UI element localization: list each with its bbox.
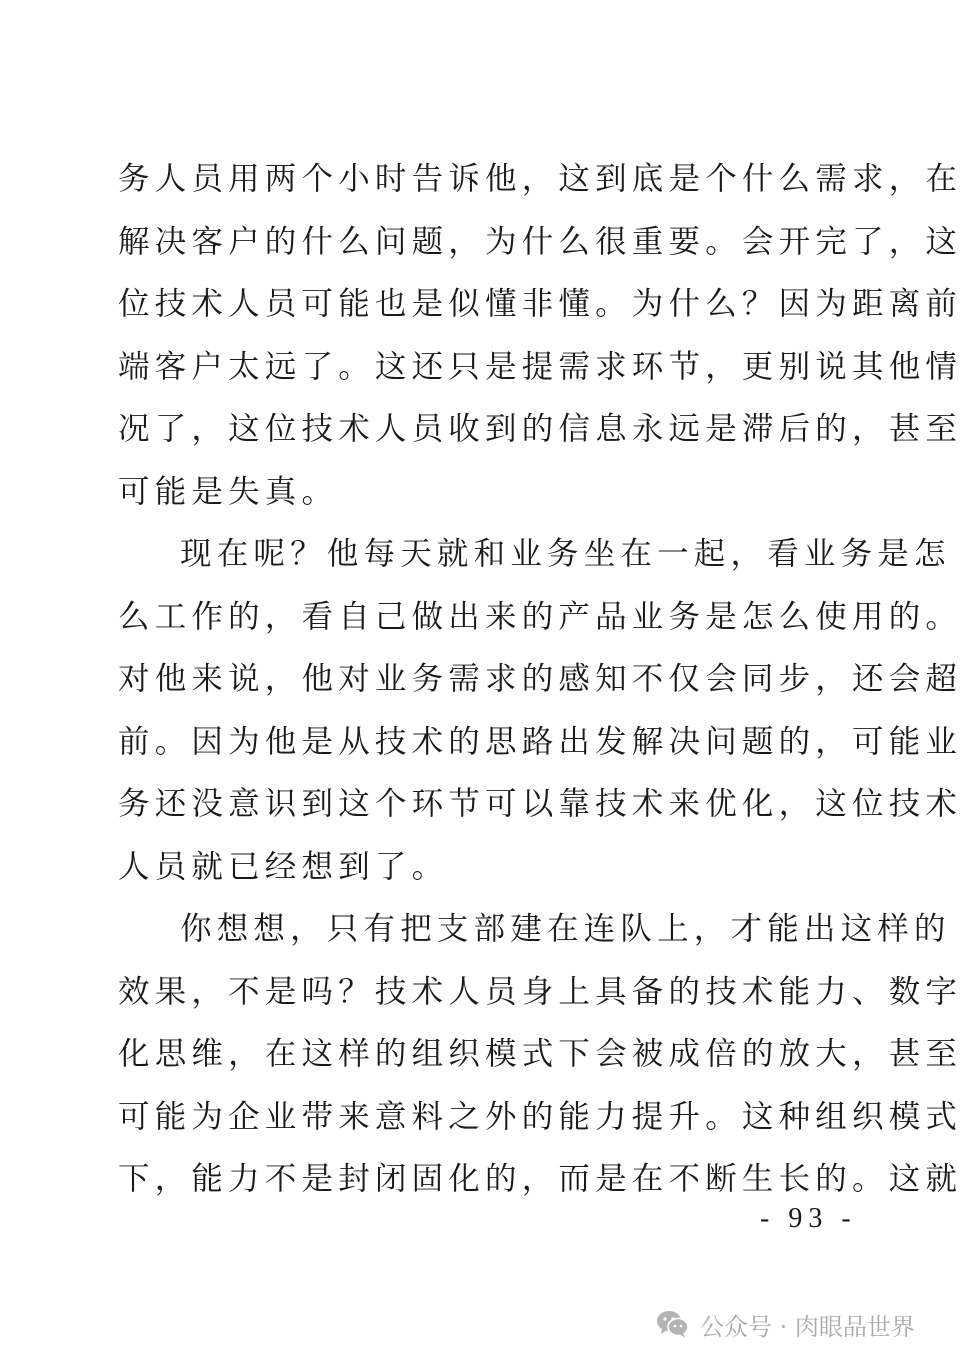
text-line: 况了，这位技术人员收到的信息永远是滞后的，甚至	[118, 411, 963, 447]
paragraph-2	[118, 523, 963, 898]
watermark-text: 公众号 · 肉眼品世界	[700, 1312, 915, 1341]
wechat-icon	[656, 1309, 690, 1339]
paragraph-1	[118, 148, 963, 523]
page-number: - 93 -	[760, 1203, 857, 1234]
text-line: 化思维，在这样的组织模式下会被成倍的放大，甚至	[118, 1036, 963, 1072]
text-line: 解决客户的什么问题，为什么很重要。会开完了，这	[118, 223, 963, 260]
text-line: 现在呢？他每天就和业务坐在一起，看业务是怎	[180, 536, 951, 572]
text-line: 前。因为他是从技术的思路出发解决问题的，可能业	[118, 723, 963, 760]
text-line: 务还没意识到这个环节可以靠技术来优化，这位技术	[118, 786, 963, 822]
text-line: 下，能力不是封闭固化的，而是在不断生长的。这就	[118, 1161, 963, 1197]
page-body	[118, 148, 963, 1211]
text-line: 端客户太远了。这还只是提需求环节，更别说其他情	[118, 348, 963, 385]
text-line: 务人员用两个小时告诉他，这到底是个什么需求，在	[118, 161, 963, 197]
watermark	[656, 1304, 915, 1344]
text-line: 你想想，只有把支部建在连队上，才能出这样的	[180, 911, 951, 947]
text-line: 对他来说，他对业务需求的感知不仅会同步，还会超	[118, 661, 963, 697]
paragraph-3	[118, 898, 963, 1211]
text-line: 可能为企业带来意料之外的能力提升。这种组织模式	[118, 1098, 963, 1135]
text-line: 可能是失真。	[118, 473, 339, 510]
text-line: 效果，不是吗？技术人员身上具备的技术能力、数字	[118, 973, 963, 1010]
text-line: 么工作的，看自己做出来的产品业务是怎么使用的。	[118, 598, 963, 635]
text-line: 位技术人员可能也是似懂非懂。为什么？因为距离前	[118, 286, 963, 322]
text-line: 人员就已经想到了。	[118, 848, 449, 885]
